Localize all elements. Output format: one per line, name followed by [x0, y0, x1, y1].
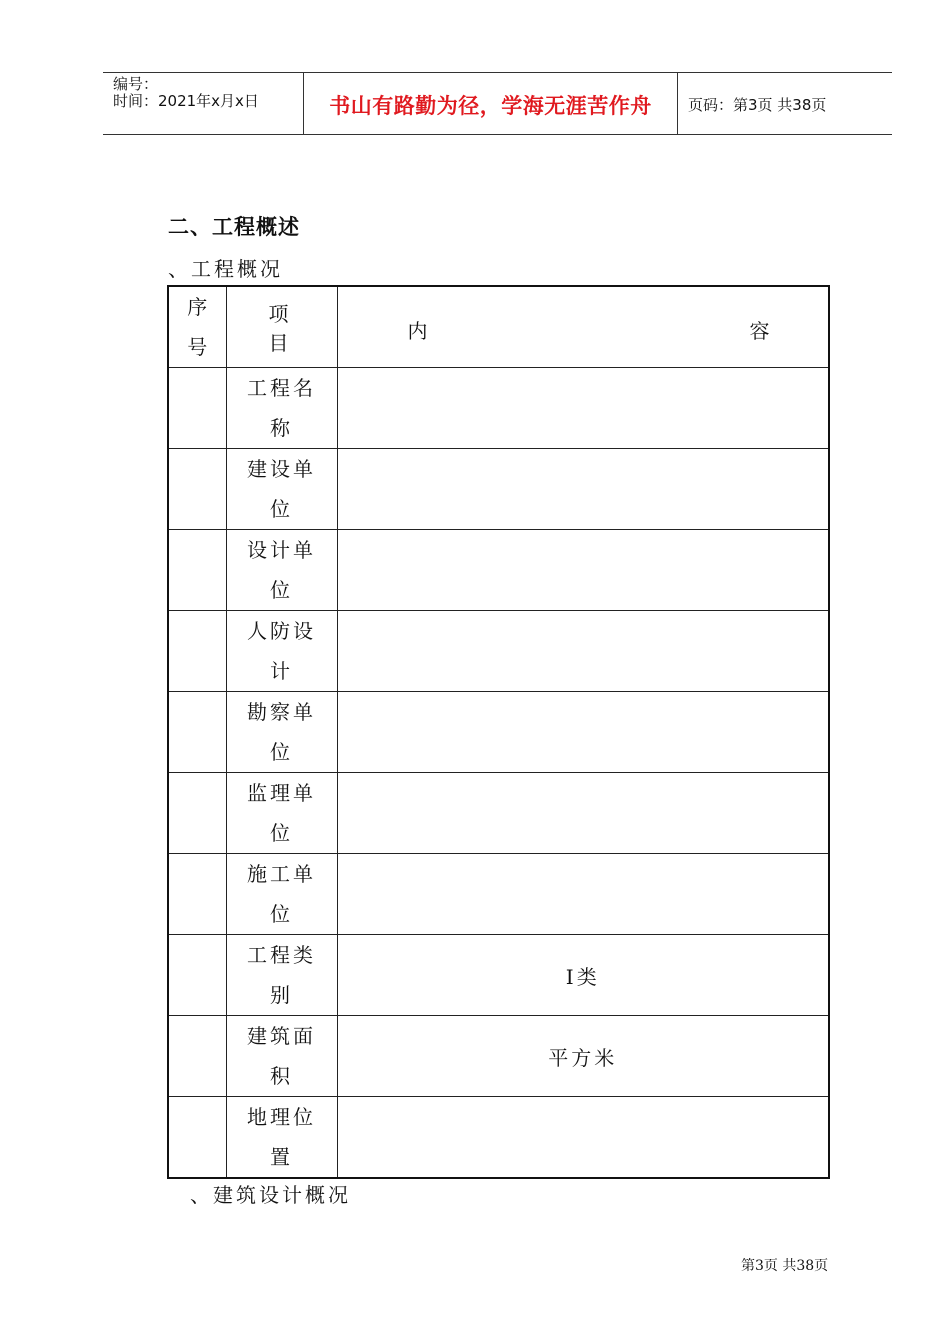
- item-cell: [226, 1016, 337, 1097]
- item-label: 建筑面积: [247, 1024, 316, 1088]
- subsection-title-architecture: 、建筑设计概况: [190, 1183, 351, 1207]
- table-row: [168, 935, 829, 1016]
- seq-cell: [168, 449, 226, 530]
- table-header-row: [168, 286, 829, 368]
- header-content-left: 内: [407, 319, 428, 343]
- table-row: [168, 692, 829, 773]
- item-cell: [226, 854, 337, 935]
- item-cell: [226, 1097, 337, 1179]
- item-cell: [226, 935, 337, 1016]
- header-page-number: 页码：第3页 共38页: [688, 96, 827, 114]
- content-cell: Ⅰ类: [337, 935, 829, 1016]
- table-row: [168, 449, 829, 530]
- item-label: 设计单位: [247, 538, 316, 602]
- header-motto: 书山有路勤为径，学海无涯苦作舟: [329, 94, 652, 118]
- content-cell: [337, 530, 829, 611]
- seq-cell: [168, 368, 226, 449]
- header-page-cell: [678, 73, 892, 134]
- seq-cell: [168, 611, 226, 692]
- item-label: 工程类别: [247, 943, 316, 1007]
- item-cell: [226, 449, 337, 530]
- seq-cell: [168, 530, 226, 611]
- seq-cell: [168, 773, 226, 854]
- table-row: [168, 530, 829, 611]
- seq-cell: [168, 935, 226, 1016]
- content-cell: [337, 611, 829, 692]
- item-cell: [226, 368, 337, 449]
- item-label: 人防设计: [247, 619, 316, 683]
- seq-cell: [168, 692, 226, 773]
- table-row: [168, 773, 829, 854]
- content-cell: [337, 854, 829, 935]
- section-title: 二、工程概述: [168, 215, 300, 239]
- seq-cell: [168, 854, 226, 935]
- item-cell: [226, 692, 337, 773]
- table-row: [168, 1016, 829, 1097]
- header-content: [337, 286, 829, 368]
- content-cell: [337, 368, 829, 449]
- item-cell: [226, 773, 337, 854]
- content-cell: [337, 1097, 829, 1179]
- seq-cell: [168, 1097, 226, 1179]
- item-cell: [226, 611, 337, 692]
- header-motto-cell: [304, 73, 678, 134]
- item-label: 地理位置: [247, 1105, 316, 1169]
- item-label: 工程名称: [247, 376, 316, 440]
- project-overview-table: [167, 285, 830, 1179]
- header-seq-label: 序号: [187, 295, 208, 359]
- content-cell: [337, 449, 829, 530]
- table-row: [168, 1097, 829, 1179]
- item-label: 勘察单位: [247, 700, 316, 764]
- content-cell: [337, 773, 829, 854]
- page-header: [103, 72, 892, 135]
- item-label: 建设单位: [247, 457, 316, 521]
- page-footer: 第3页 共38页: [741, 1258, 829, 1274]
- table-row: [168, 611, 829, 692]
- table-row: [168, 368, 829, 449]
- item-cell: [226, 530, 337, 611]
- table-row: [168, 854, 829, 935]
- header-seq: [168, 286, 226, 368]
- header-content-right: 容: [749, 319, 770, 343]
- doc-time-label: 时间：2021年x月x日: [113, 92, 259, 110]
- header-meta: [103, 73, 304, 134]
- subsection-title-overview: 、工程概况: [168, 257, 283, 281]
- doc-number-label: 编号：: [113, 75, 159, 93]
- seq-cell: [168, 1016, 226, 1097]
- item-label: 施工单位: [247, 862, 316, 926]
- content-cell: [337, 692, 829, 773]
- content-cell: 平方米: [337, 1016, 829, 1097]
- item-label: 监理单位: [247, 781, 316, 845]
- header-item: 项 目: [226, 286, 337, 368]
